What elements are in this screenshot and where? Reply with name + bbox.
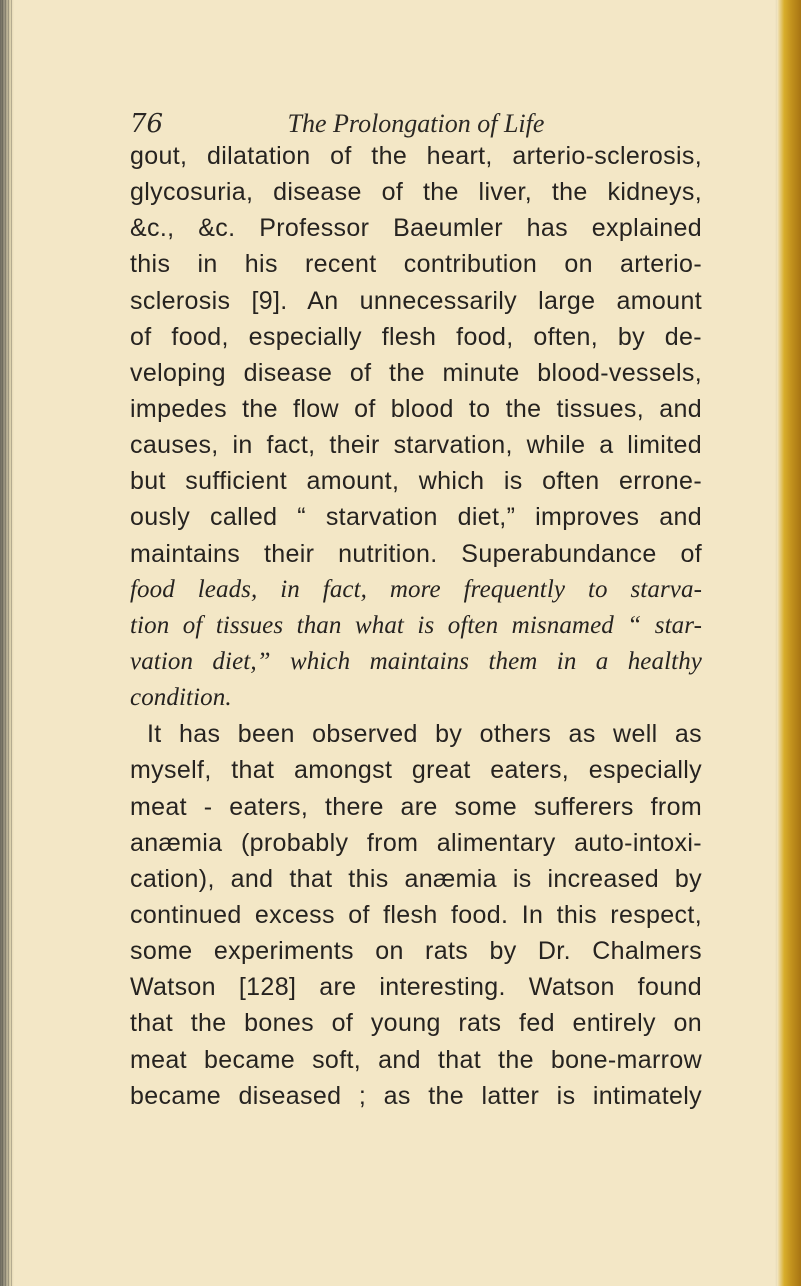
running-title: The Prolongation of Life <box>287 109 545 138</box>
text-line-18: myself, that amongst great eaters, especially <box>130 756 702 785</box>
text-line-25: that the bones of young rats fed entirely on <box>130 1009 702 1038</box>
book-page <box>130 93 702 1114</box>
text-line-27: became diseased ; as the latter is intimately <box>130 1081 702 1110</box>
page-number: 76 <box>130 109 164 139</box>
italic-line-15: vation diet,” which maintains them in a healthy <box>130 647 702 675</box>
text-line-22: continued excess of flesh food. In this respect, <box>130 900 702 929</box>
text-line-3: &c., &c. Professor Baeumler has explained <box>130 214 702 243</box>
right-gilt-edge <box>777 0 801 1286</box>
text-line-11: ously called “ starvation diet,” improves and <box>130 503 702 532</box>
text-line-20: anæmia (probably from alimentary auto-intoxi- <box>130 828 702 857</box>
text-line-8: impedes the flow of blood to the tissues, and <box>130 394 702 423</box>
italic-line-16: condition. <box>130 684 232 712</box>
body-text <box>130 138 702 1114</box>
text-line-12: maintains their nutrition. Superabundance of <box>130 539 702 568</box>
text-line-6: of food, especially flesh food, often, by de- <box>130 322 702 351</box>
italic-line-13: food leads, in fact, more frequently to starva- <box>130 575 702 603</box>
text-line-23: some experiments on rats by Dr. Chalmers <box>130 937 702 966</box>
text-line-7: veloping disease of the minute blood-vessels, <box>130 358 702 387</box>
left-binding-lines <box>2 0 12 1286</box>
text-line-2: glycosuria, disease of the liver, the kidneys, <box>130 178 702 207</box>
text-line-26: meat became soft, and that the bone-marrow <box>130 1045 702 1074</box>
italic-line-14: tion of tissues than what is often misnamed “ star- <box>130 611 702 639</box>
text-line-21: cation), and that this anæmia is increased by <box>130 864 702 893</box>
text-line-1: gout, dilatation of the heart, arterio-sclerosis, <box>130 142 702 170</box>
text-line-24: Watson [128] are interesting. Watson found <box>130 973 702 1002</box>
text-line-5: sclerosis [9]. An unnecessarily large amount <box>130 286 702 315</box>
text-line-19: meat - eaters, there are some sufferers from <box>130 792 702 821</box>
page-header <box>130 93 702 138</box>
text-line-10: but sufficient amount, which is often errone- <box>130 467 702 496</box>
text-line-4: this in his recent contribution on arterio- <box>130 250 702 279</box>
text-line-9: causes, in fact, their starvation, while a limited <box>130 431 702 460</box>
text-line-17: It has been observed by others as well as <box>147 720 702 749</box>
